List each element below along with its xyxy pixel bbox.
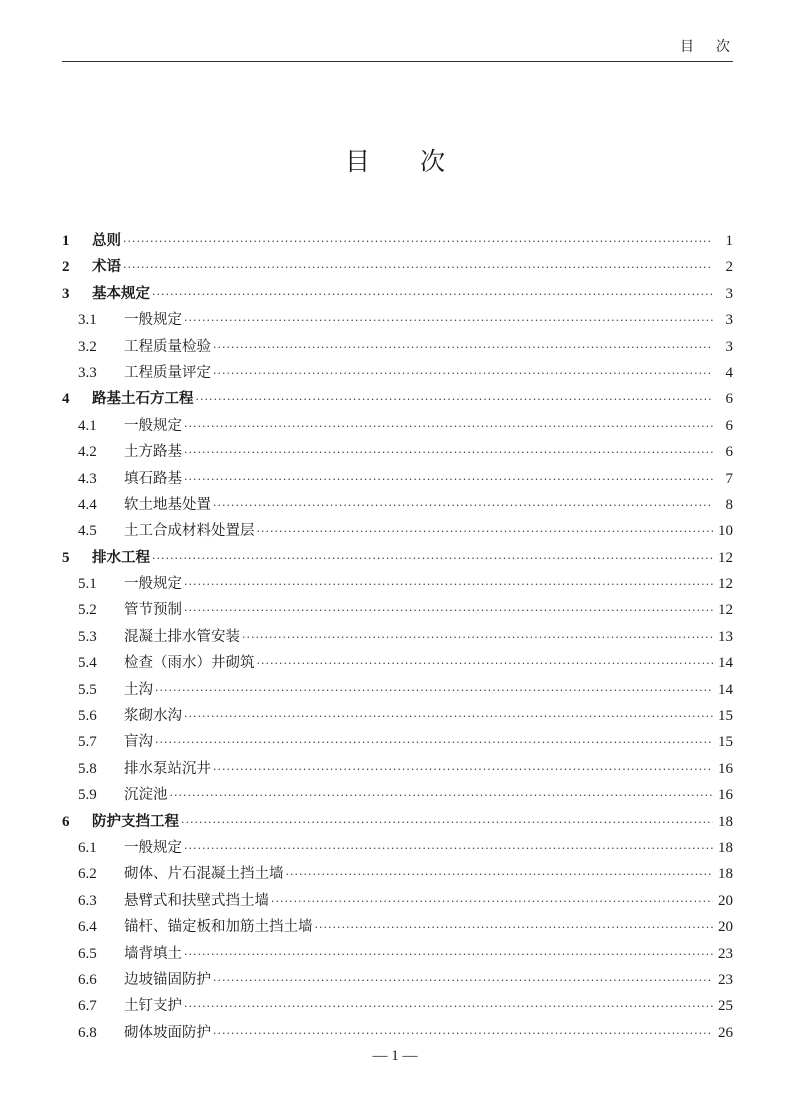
toc-entry-title: 总则 <box>92 233 121 249</box>
toc-entry-title: 软土地基处置 <box>124 496 211 513</box>
toc-entry-number: 3 <box>62 285 70 302</box>
toc-entry-number: 6.3 <box>78 892 97 909</box>
toc-entry[interactable] <box>62 597 733 623</box>
toc-entry[interactable] <box>62 703 733 729</box>
toc-entry[interactable] <box>62 809 733 835</box>
toc-entry-page: 23 <box>718 971 733 988</box>
toc-entry-title: 土钉支护 <box>124 998 182 1015</box>
toc-entry[interactable] <box>62 466 733 492</box>
toc-entry[interactable] <box>62 492 733 518</box>
dot-leader <box>257 519 714 545</box>
toc-entry-page: 3 <box>725 338 733 355</box>
toc-entry-number: 4.5 <box>78 523 97 540</box>
toc-entry-page: 20 <box>718 919 733 936</box>
page-title: 目次 <box>344 147 495 176</box>
toc-entry[interactable] <box>62 228 733 254</box>
toc-entry-title: 浆砌水沟 <box>124 708 182 725</box>
toc-entry-page: 12 <box>718 602 733 619</box>
toc-entry[interactable] <box>62 624 733 650</box>
toc-entry-title: 土沟 <box>124 681 153 698</box>
dot-leader <box>286 862 714 888</box>
toc-entry-page: 18 <box>718 866 733 883</box>
toc-entry-number: 4.1 <box>78 417 97 434</box>
running-head: 目次 <box>680 39 752 55</box>
toc-entry-number: 5.2 <box>78 602 97 619</box>
toc-entry[interactable] <box>62 993 733 1019</box>
toc-entry-page: 18 <box>718 813 733 830</box>
toc-entry-title: 一般规定 <box>124 417 182 434</box>
toc-entry-number: 6.1 <box>78 839 97 856</box>
dot-leader <box>155 678 713 704</box>
toc-entry[interactable] <box>62 914 733 940</box>
toc-entry[interactable] <box>62 861 733 887</box>
toc-entry-page: 1 <box>725 233 733 249</box>
toc-entry[interactable] <box>62 835 733 861</box>
dot-leader <box>196 387 714 413</box>
toc-entry[interactable] <box>62 571 733 597</box>
dot-leader <box>213 493 713 519</box>
toc-entry-number: 6.5 <box>78 945 97 962</box>
toc-entry[interactable] <box>62 888 733 914</box>
dot-leader <box>184 572 713 598</box>
toc-entry-page: 15 <box>718 708 733 725</box>
dot-leader <box>213 361 713 387</box>
toc-entry-title: 填石路基 <box>124 470 182 487</box>
toc-entry-title: 工程质量评定 <box>124 364 211 381</box>
toc-entry[interactable] <box>62 782 733 808</box>
toc-entry-number: 5.8 <box>78 760 97 777</box>
toc-entry-title: 管节预制 <box>124 602 182 619</box>
dot-leader <box>315 915 714 941</box>
toc-entry[interactable] <box>62 439 733 465</box>
toc-entry[interactable] <box>62 334 733 360</box>
toc-entry-title: 砌体坡面防护 <box>124 1024 211 1041</box>
toc-entry[interactable] <box>62 386 733 412</box>
dot-leader <box>184 836 713 862</box>
toc-entry-page: 12 <box>718 549 733 566</box>
toc-entry-page: 14 <box>718 655 733 672</box>
toc-entry-title: 术语 <box>92 259 121 276</box>
toc-entry-page: 3 <box>725 285 733 302</box>
toc-entry-number: 5.3 <box>78 628 97 645</box>
toc-entry-number: 5.4 <box>78 655 97 672</box>
dot-leader <box>181 810 713 836</box>
dot-leader <box>184 467 713 493</box>
toc-entry-page: 15 <box>718 734 733 751</box>
toc-entry-number: 2 <box>62 259 70 276</box>
toc-entry-title: 墙背填土 <box>124 945 182 962</box>
toc-entry[interactable] <box>62 307 733 333</box>
toc-entry-page: 6 <box>725 444 733 461</box>
toc-entry[interactable] <box>62 1020 733 1046</box>
dot-leader <box>123 255 713 281</box>
toc-entry-page: 14 <box>718 681 733 698</box>
toc-entry-title: 土方路基 <box>124 444 182 461</box>
toc-entry-number: 5.1 <box>78 576 97 593</box>
toc-entry-page: 8 <box>725 496 733 513</box>
toc-entry-title: 一般规定 <box>124 576 182 593</box>
dot-leader <box>257 651 714 677</box>
dot-leader <box>242 625 713 651</box>
toc-entry[interactable] <box>62 677 733 703</box>
toc-entry[interactable] <box>62 413 733 439</box>
table-of-contents <box>62 228 733 1046</box>
toc-entry-page: 23 <box>718 945 733 962</box>
toc-entry-page: 25 <box>718 998 733 1015</box>
toc-entry-title: 盲沟 <box>124 734 153 751</box>
toc-entry-number: 6.8 <box>78 1024 97 1041</box>
toc-entry-number: 4.2 <box>78 444 97 461</box>
toc-entry-title: 防护支挡工程 <box>92 813 179 830</box>
dot-leader <box>123 229 713 255</box>
toc-entry-title: 锚杆、锚定板和加筋土挡土墙 <box>124 919 313 936</box>
toc-entry-title: 基本规定 <box>92 285 150 302</box>
toc-entry-number: 6.2 <box>78 866 97 883</box>
toc-entry-number: 6.4 <box>78 919 97 936</box>
toc-entry-title: 检查（雨水）井砌筑 <box>124 655 255 672</box>
toc-entry-page: 10 <box>718 523 733 540</box>
toc-entry-number: 5.7 <box>78 734 97 751</box>
toc-entry-title: 土工合成材料处置层 <box>124 523 255 540</box>
dot-leader <box>184 704 713 730</box>
toc-entry-title: 排水泵站沉井 <box>124 760 211 777</box>
dot-leader <box>213 757 713 783</box>
toc-entry-number: 6.7 <box>78 998 97 1015</box>
dot-leader <box>213 335 713 361</box>
toc-entry-number: 5.9 <box>78 787 97 804</box>
page-number: — 1 — <box>372 1048 418 1064</box>
toc-entry-number: 5.6 <box>78 708 97 725</box>
toc-entry-number: 4.3 <box>78 470 97 487</box>
toc-entry-page: 26 <box>718 1024 733 1041</box>
toc-entry[interactable] <box>62 756 733 782</box>
toc-entry-number: 3.2 <box>78 338 97 355</box>
toc-entry-number: 3.3 <box>78 364 97 381</box>
toc-entry-page: 16 <box>718 787 733 804</box>
toc-entry-title: 混凝土排水管安装 <box>124 628 240 645</box>
dot-leader <box>184 308 713 334</box>
dot-leader <box>271 889 713 915</box>
toc-entry-page: 4 <box>725 364 733 381</box>
toc-entry-title: 沉淀池 <box>124 787 168 804</box>
toc-entry-page: 7 <box>725 470 733 487</box>
toc-entry-page: 12 <box>718 576 733 593</box>
toc-entry[interactable] <box>62 941 733 967</box>
toc-entry-title: 悬臂式和扶壁式挡土墙 <box>124 892 269 909</box>
toc-entry-page: 6 <box>725 391 733 408</box>
toc-entry-page: 20 <box>718 892 733 909</box>
toc-entry-number: 4.4 <box>78 496 97 513</box>
dot-leader <box>152 546 713 572</box>
toc-entry-page: 3 <box>725 312 733 329</box>
toc-entry[interactable] <box>62 967 733 993</box>
toc-entry-title: 一般规定 <box>124 839 182 856</box>
dot-leader <box>184 598 713 624</box>
toc-entry-title: 工程质量检验 <box>124 338 211 355</box>
toc-entry[interactable] <box>62 360 733 386</box>
toc-entry-number: 6.6 <box>78 971 97 988</box>
toc-entry[interactable] <box>62 281 733 307</box>
toc-entry-number: 1 <box>62 233 70 249</box>
dot-leader <box>184 414 713 440</box>
toc-entry[interactable] <box>62 650 733 676</box>
dot-leader <box>184 942 713 968</box>
toc-entry-number: 4 <box>62 391 70 408</box>
toc-entry-number: 3.1 <box>78 312 97 329</box>
toc-entry-page: 16 <box>718 760 733 777</box>
dot-leader <box>155 730 713 756</box>
toc-entry-title: 边坡锚固防护 <box>124 971 211 988</box>
toc-entry[interactable] <box>62 518 733 544</box>
toc-entry[interactable] <box>62 254 733 280</box>
toc-entry-page: 6 <box>725 417 733 434</box>
dot-leader <box>152 282 713 308</box>
toc-entry[interactable] <box>62 545 733 571</box>
dot-leader <box>170 783 714 809</box>
dot-leader <box>184 994 713 1020</box>
toc-entry-page: 2 <box>725 259 733 276</box>
toc-entry-number: 6 <box>62 813 70 830</box>
toc-entry-page: 13 <box>718 628 733 645</box>
toc-entry-number: 5.5 <box>78 681 97 698</box>
toc-entry-title: 排水工程 <box>92 549 150 566</box>
header-rule <box>62 61 733 62</box>
dot-leader <box>184 440 713 466</box>
toc-entry-title: 砌体、片石混凝土挡土墙 <box>124 866 284 883</box>
dot-leader <box>213 1021 713 1047</box>
toc-entry-title: 一般规定 <box>124 312 182 329</box>
toc-entry-number: 5 <box>62 549 70 566</box>
dot-leader <box>213 968 713 994</box>
toc-entry-page: 18 <box>718 839 733 856</box>
toc-entry[interactable] <box>62 729 733 755</box>
toc-entry-title: 路基土石方工程 <box>92 391 194 408</box>
